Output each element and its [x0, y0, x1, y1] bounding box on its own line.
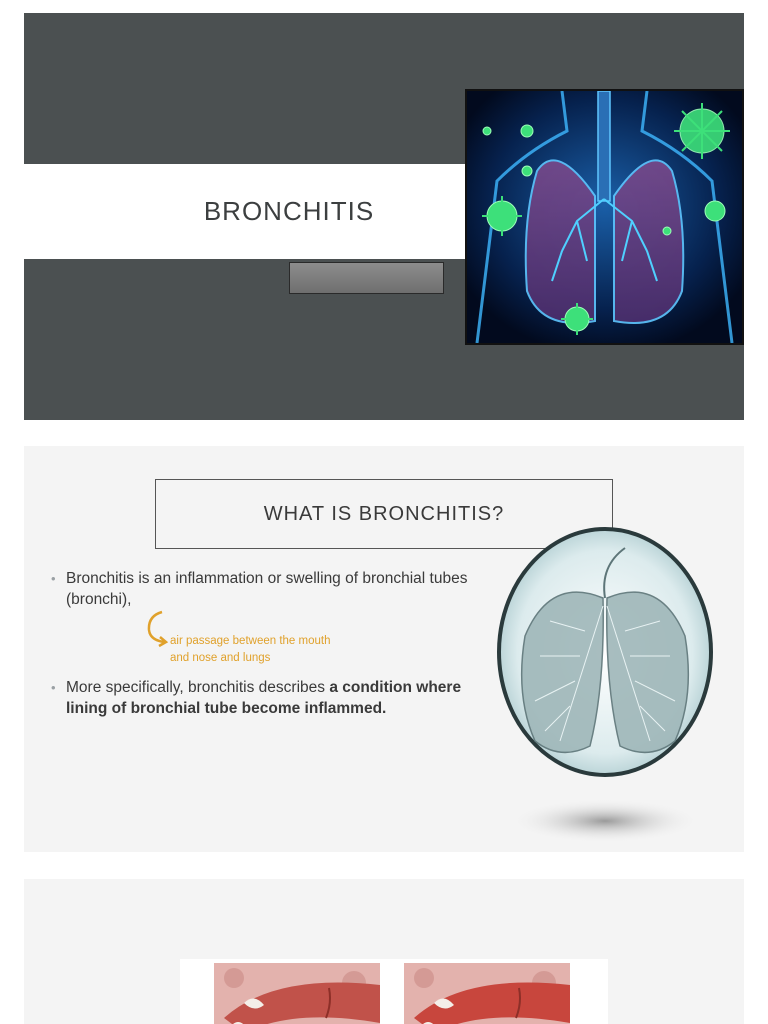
subtitle-placeholder — [289, 262, 444, 294]
slide-title: BRONCHITIS — [203, 196, 375, 226]
bullet-definition-text: Bronchitis is an inflammation or swelling of bronchial tubes (bronchi), — [66, 570, 468, 608]
bullet-specific-bold: a condition where lining of bronchial tube become inflammed. — [66, 679, 462, 717]
note-line-2: and nose and lungs — [170, 652, 271, 664]
curved-arrow-icon — [144, 610, 170, 650]
lungs-virus-illustration — [467, 91, 742, 343]
bullet-specific — [49, 677, 476, 719]
slide-heading: WHAT IS BRONCHITIS? — [263, 502, 505, 525]
lungs-virus-image — [465, 89, 744, 345]
illustration-slide[interactable] — [24, 879, 744, 1024]
leaf-lungs-image — [490, 526, 720, 846]
bronchial-tube-image-1 — [214, 963, 380, 1024]
title-slide[interactable] — [24, 13, 744, 420]
note-line-1: air passage between the mouth — [170, 635, 331, 647]
bullet-specific-plain: More specifically, bronchitis describes — [66, 679, 330, 696]
bronchi-note — [170, 633, 370, 667]
bronchial-tube-image-2 — [404, 963, 570, 1024]
bullet-definition — [49, 568, 476, 610]
definition-slide[interactable] — [24, 446, 744, 852]
title-band — [24, 164, 466, 259]
